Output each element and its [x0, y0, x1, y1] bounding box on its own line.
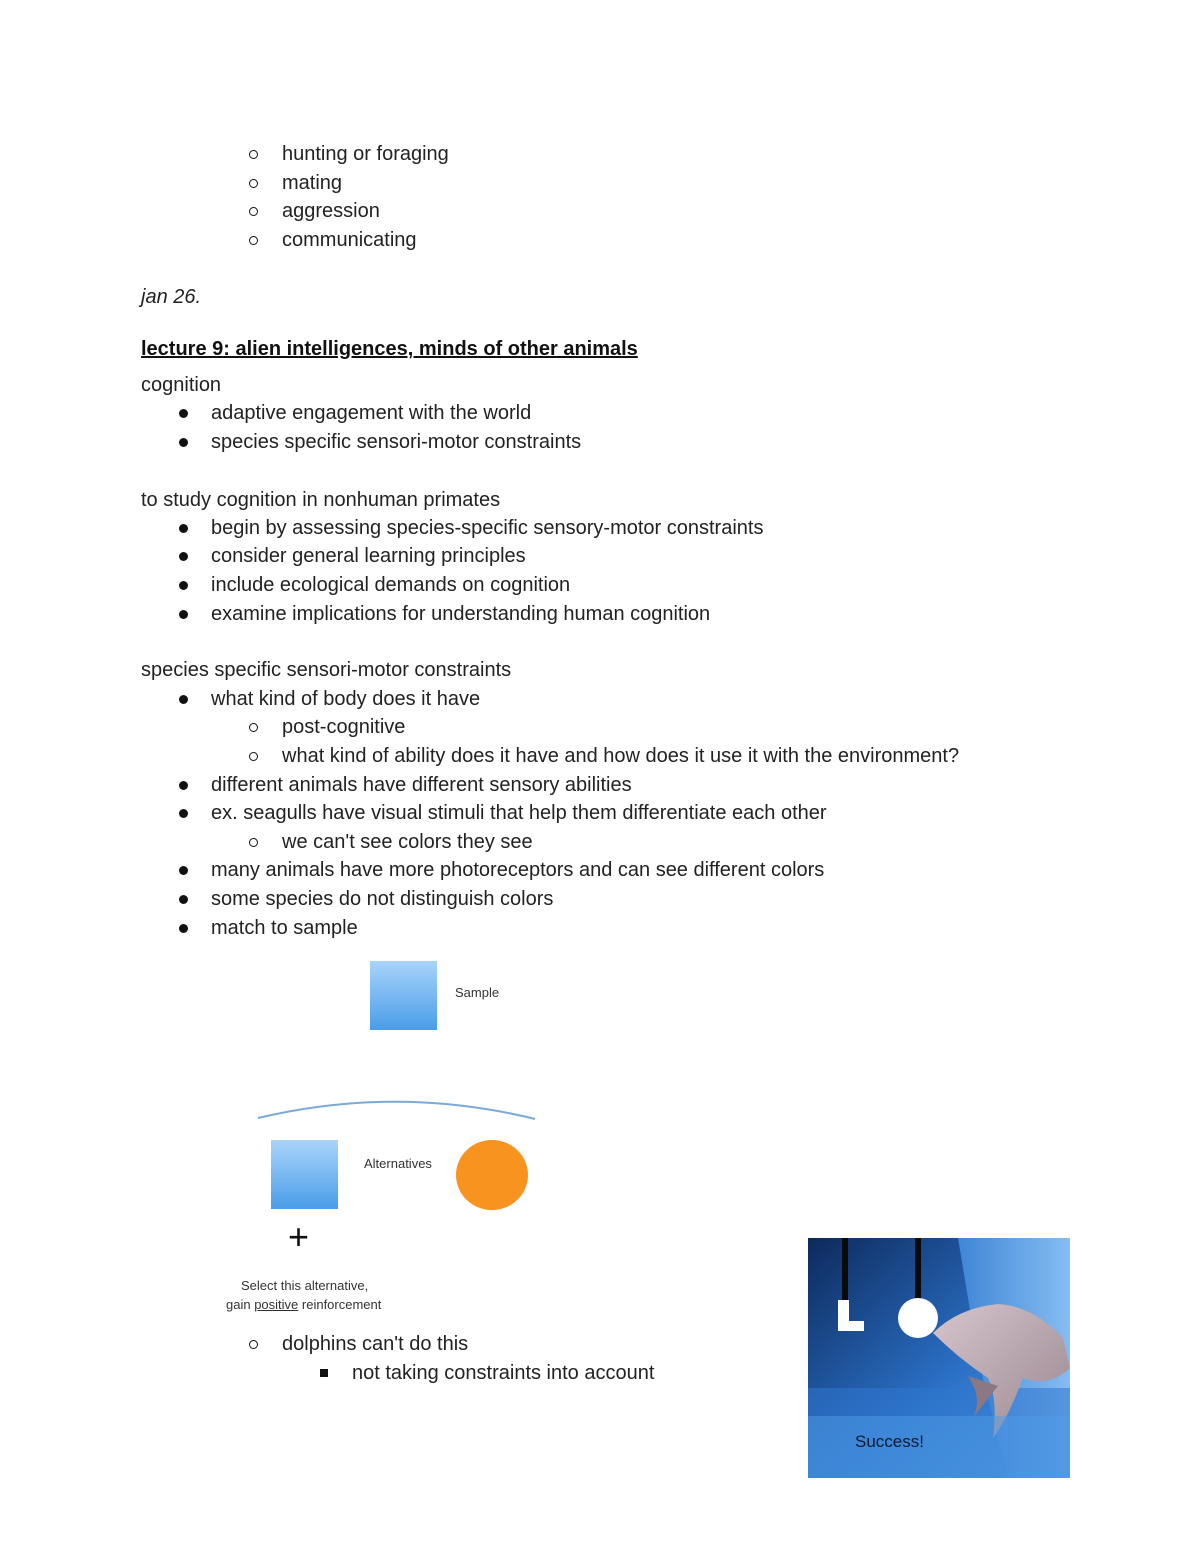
circle-bullet-icon — [249, 752, 258, 761]
list-item: consider general learning principles — [211, 545, 526, 567]
plus-sign: + — [288, 1216, 310, 1257]
sample-label: Sample — [455, 985, 500, 1000]
photo-caption: Success! — [855, 1432, 924, 1451]
list-item: what kind of ability does it have and how does it use it with the environment? — [282, 745, 960, 767]
circle-bullet-icon — [249, 236, 258, 245]
disc-bullet-icon — [179, 895, 188, 904]
circle-symbol — [898, 1298, 938, 1338]
dolphin-photo-graphic — [808, 1238, 1070, 1478]
list-item: ex. seagulls have visual stimuli that help them differentiate each other — [211, 802, 827, 824]
list-item: hunting or foraging — [282, 143, 449, 165]
disc-bullet-icon — [179, 552, 188, 561]
dolphin-photo — [808, 1238, 1070, 1478]
disc-bullet-icon — [179, 695, 188, 704]
section-heading-cognition: cognition — [141, 374, 222, 396]
circle-bullet-icon — [249, 179, 258, 188]
list-item: include ecological demands on cognition — [211, 574, 571, 596]
list-item: examine implications for understanding human cognition — [211, 603, 711, 625]
alternative-circle — [456, 1140, 528, 1210]
list-item: mating — [282, 172, 343, 194]
list-item: adaptive engagement with the world — [211, 402, 532, 424]
circle-bullet-icon — [249, 207, 258, 216]
disc-bullet-icon — [179, 409, 188, 418]
caption-line-2: gain positive reinforcement — [226, 1297, 382, 1312]
sample-square — [370, 961, 437, 1030]
caption-line-1: Select this alternative, — [241, 1278, 369, 1293]
list-item: different animals have different sensory abilities — [211, 774, 632, 796]
alternatives-label: Alternatives — [364, 1156, 432, 1171]
date-label: jan 26. — [141, 286, 202, 308]
circle-bullet-icon — [249, 838, 258, 847]
square-bullet-icon — [320, 1369, 328, 1377]
list-item: species specific sensori-motor constraints — [211, 431, 582, 453]
section-heading-study: to study cognition in nonhuman primates — [141, 489, 501, 511]
list-item: post-cognitive — [282, 716, 406, 738]
match-to-sample-diagram — [220, 955, 550, 1320]
list-item: match to sample — [211, 917, 358, 939]
disc-bullet-icon — [179, 581, 188, 590]
alternative-square — [271, 1140, 338, 1209]
circle-bullet-icon — [249, 1340, 258, 1349]
circle-bullet-icon — [249, 723, 258, 732]
lecture-title: lecture 9: alien intelligences, minds of other animals — [141, 338, 638, 360]
list-item: begin by assessing species-specific sensory-motor constraints — [211, 517, 764, 539]
disc-bullet-icon — [179, 781, 188, 790]
list-item: what kind of body does it have — [211, 688, 481, 710]
list-item: not taking constraints into account — [352, 1362, 655, 1384]
disc-bullet-icon — [179, 610, 188, 619]
list-item: we can't see colors they see — [282, 831, 533, 853]
disc-bullet-icon — [179, 809, 188, 818]
disc-bullet-icon — [179, 866, 188, 875]
disc-bullet-icon — [179, 524, 188, 533]
disc-bullet-icon — [179, 924, 188, 933]
circle-bullet-icon — [249, 150, 258, 159]
diagram-graphics — [220, 955, 550, 1320]
section-heading-constraints: species specific sensori-motor constraints — [141, 659, 512, 681]
list-item: dolphins can't do this — [282, 1333, 469, 1355]
list-item: communicating — [282, 229, 417, 251]
disc-bullet-icon — [179, 438, 188, 447]
list-item: some species do not distinguish colors — [211, 888, 554, 910]
grouping-arc — [258, 1102, 535, 1119]
list-item: many animals have more photoreceptors and can see different colors — [211, 859, 825, 881]
list-item: aggression — [282, 200, 380, 222]
